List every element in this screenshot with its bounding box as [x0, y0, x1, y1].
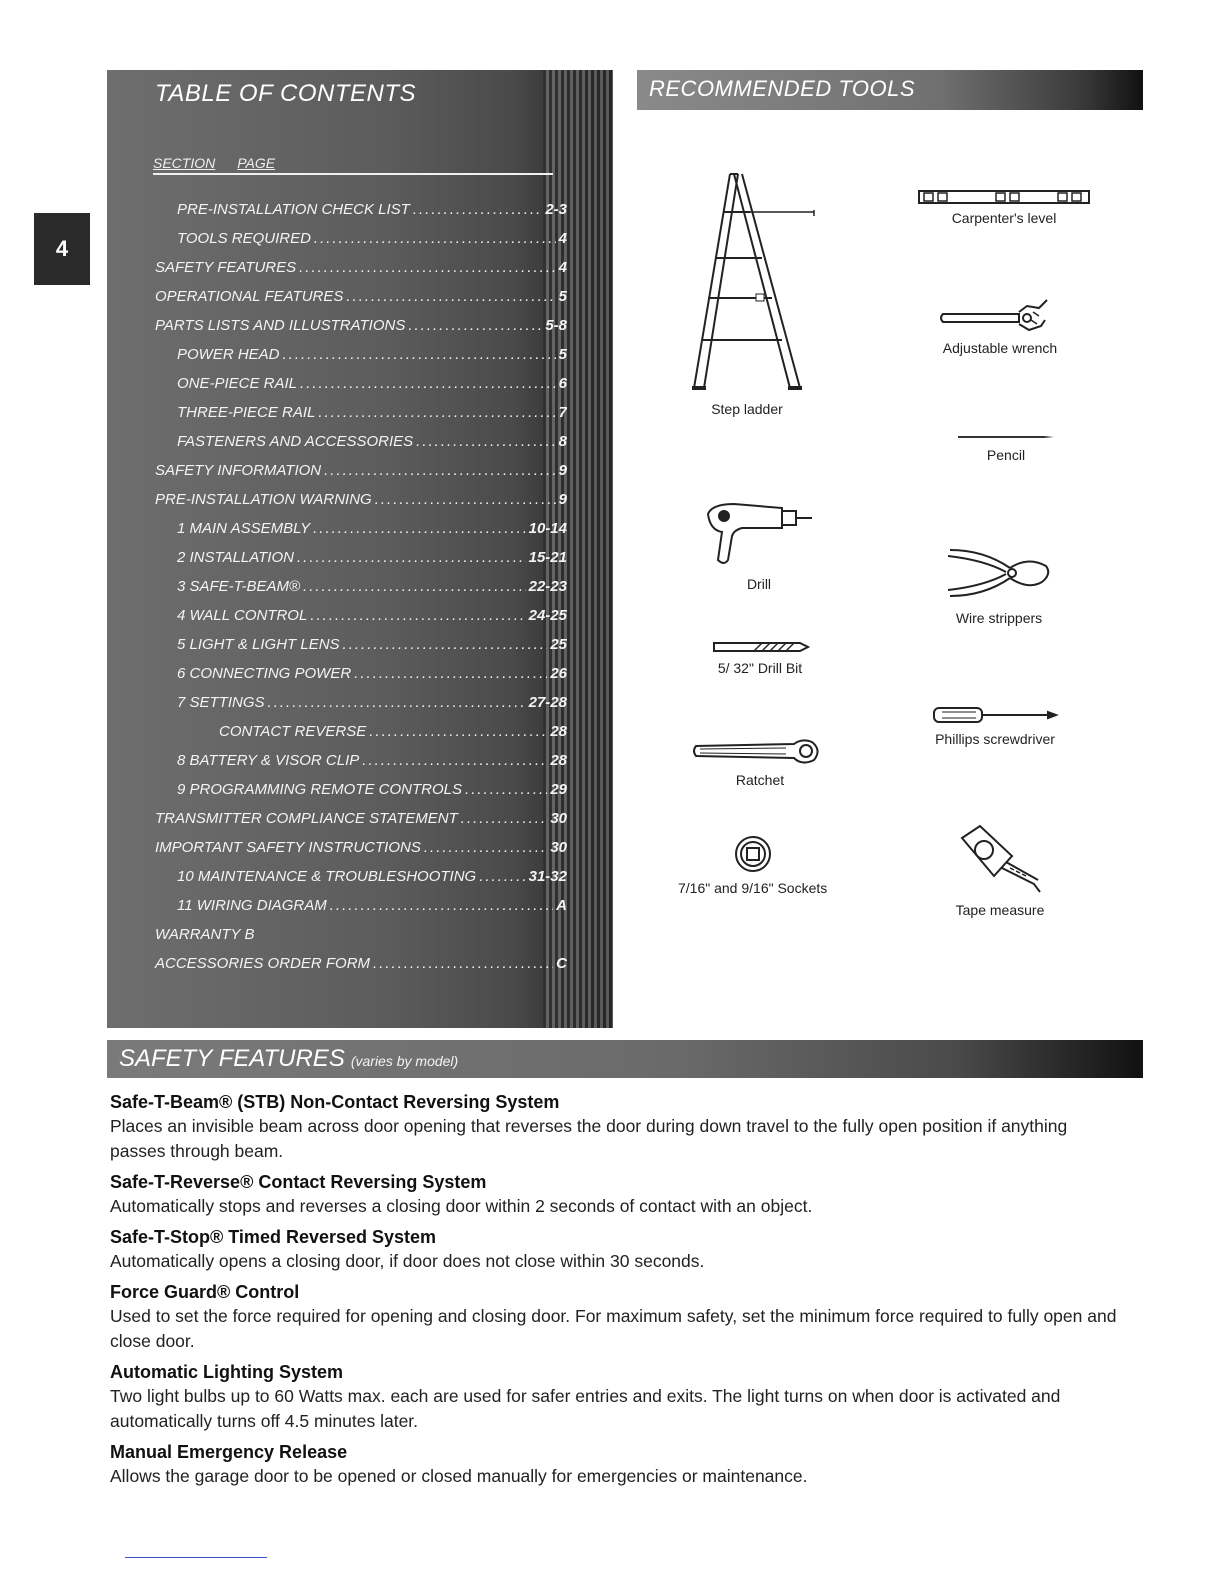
toc-page-header: PAGE — [237, 155, 276, 171]
toc-column-header — [153, 155, 553, 175]
safety-features-list — [110, 1090, 1120, 1495]
feature-item — [110, 1170, 1120, 1219]
toc-entry: FASTENERS AND ACCESSORIES ..... 8 — [107, 427, 567, 456]
pencil-icon — [956, 433, 1056, 441]
toc-list — [107, 195, 567, 978]
toc-entry: 5 LIGHT & LIGHT LENS ..... 25 — [107, 630, 567, 659]
toc-entry: 10 MAINTENANCE & TROUBLESHOOTING ..... 31-32 — [107, 862, 567, 891]
carpenters-level-tool — [918, 190, 1090, 226]
pencil-tool — [956, 433, 1056, 463]
carpenters-level-label: Carpenter's level — [951, 210, 1057, 226]
toc-entry: OPERATIONAL FEATURES ..... 5 — [107, 282, 567, 311]
toc-entry: IMPORTANT SAFETY INSTRUCTIONS ..... 30 — [107, 833, 567, 862]
feature-item — [110, 1360, 1120, 1434]
toc-entry: 8 BATTERY & VISOR CLIP ..... 28 — [107, 746, 567, 775]
toc-entry: PARTS LISTS AND ILLUSTRATIONS ..... 5-8 — [107, 311, 567, 340]
pencil-label: Pencil — [986, 447, 1026, 463]
drill-tool — [704, 502, 814, 592]
drill-bit-tool — [710, 640, 810, 676]
feature-text: Used to set the force required for opening and closing door. For maximum safety, set the minimum force required to fully open and close door. — [110, 1306, 1117, 1351]
phillips-screwdriver-icon — [930, 705, 1060, 725]
toc-entry: CONTACT REVERSE ..... 28 — [107, 717, 567, 746]
adjustable-wrench-tool — [935, 298, 1065, 356]
safety-title-row — [107, 1040, 1143, 1073]
feature-item — [110, 1090, 1120, 1164]
toc-entry: PRE-INSTALLATION CHECK LIST ..... 2-3 — [107, 195, 567, 224]
wire-strippers-tool — [944, 542, 1054, 626]
toc-entry: PRE-INSTALLATION WARNING ..... 9 — [107, 485, 567, 514]
feature-text: Places an invisible beam across door opening that reverses the door during down travel to the fully open position if anything passes through beam. — [110, 1116, 1068, 1161]
feature-text: Automatically opens a closing door, if door does not close within 30 seconds. — [110, 1251, 705, 1271]
drill-label: Drill — [746, 576, 772, 592]
feature-text: Two light bulbs up to 60 Watts max. each are used for safer entries and exits. The light turns on when door is activated and automatically turns off 4.5 minutes later. — [110, 1386, 1061, 1431]
recommended-tools-banner — [637, 70, 1143, 110]
ratchet-icon — [690, 736, 830, 766]
toc-entry: 4 WALL CONTROL ..... 24-25 — [107, 601, 567, 630]
feature-heading: Safe-T-Beam® (STB) Non-Contact Reversing System — [110, 1092, 560, 1112]
safety-subtitle: (varies by model) — [350, 1053, 459, 1069]
safety-features-banner — [107, 1040, 1143, 1078]
toc-entry: 1 MAIN ASSEMBLY ..... 10-14 — [107, 514, 567, 543]
toc-entry: 3 SAFE-T-BEAM® ..... 22-23 — [107, 572, 567, 601]
feature-heading: Safe-T-Reverse® Contact Reversing System — [110, 1172, 487, 1192]
phillips-screwdriver-tool — [930, 705, 1060, 747]
sockets-label: 7/16" and 9/16" Sockets — [678, 880, 828, 896]
toc-title: TABLE OF CONTENTS — [155, 80, 416, 107]
feature-item — [110, 1225, 1120, 1274]
toc-entry: 7 SETTINGS ..... 27-28 — [107, 688, 567, 717]
toc-entry: 11 WIRING DIAGRAM ..... A — [107, 891, 567, 920]
drill-icon — [704, 502, 814, 570]
table-of-contents — [107, 70, 613, 1028]
toc-entry: 2 INSTALLATION ..... 15-21 — [107, 543, 567, 572]
tape-measure-tool — [950, 822, 1050, 918]
tape-measure-label: Tape measure — [955, 902, 1045, 918]
feature-heading: Force Guard® Control — [110, 1282, 300, 1302]
sockets-tool — [678, 834, 827, 896]
step-ladder-label: Step ladder — [711, 401, 783, 417]
toc-entry: 9 PROGRAMMING REMOTE CONTROLS ..... 29 — [107, 775, 567, 804]
feature-item — [110, 1440, 1120, 1489]
wire-strippers-label: Wire strippers — [955, 610, 1043, 626]
adjustable-wrench-icon — [935, 298, 1065, 334]
adjustable-wrench-label: Adjustable wrench — [942, 340, 1058, 356]
drill-bit-icon — [710, 640, 810, 654]
step-ladder-tool — [672, 170, 822, 417]
ratchet-label: Ratchet — [735, 772, 785, 788]
step-ladder-icon — [672, 170, 822, 395]
toc-entry: 6 CONNECTING POWER ..... 26 — [107, 659, 567, 688]
feature-heading: Automatic Lighting System — [110, 1362, 344, 1382]
tools-title: RECOMMENDED TOOLS — [649, 76, 916, 101]
feature-item — [110, 1280, 1120, 1354]
toc-entry: TOOLS REQUIRED ..... 4 — [107, 224, 567, 253]
drill-bit-label: 5/ 32" Drill Bit — [717, 660, 803, 676]
toc-entry: POWER HEAD ..... 5 — [107, 340, 567, 369]
feature-text: Automatically stops and reverses a closing door within 2 seconds of contact with an object. — [110, 1196, 813, 1216]
toc-entry: WARRANTY B — [155, 926, 255, 943]
toc-entry: TRANSMITTER COMPLIANCE STATEMENT ..... 30 — [107, 804, 567, 833]
footer-rule — [125, 1557, 267, 1558]
toc-entry: SAFETY FEATURES ..... 4 — [107, 253, 567, 282]
phillips-screwdriver-label: Phillips screwdriver — [935, 731, 1055, 747]
toc-section-header: SECTION — [153, 155, 216, 171]
toc-entry: SAFETY INFORMATION ..... 9 — [107, 456, 567, 485]
page-number-tab: 4 — [34, 213, 90, 285]
toc-entry: ACCESSORIES ORDER FORM ..... C — [107, 949, 567, 978]
ratchet-tool — [690, 736, 830, 788]
feature-heading: Safe-T-Stop® Timed Reversed System — [110, 1227, 437, 1247]
carpenters-level-icon — [918, 190, 1090, 204]
toc-entry: THREE-PIECE RAIL ..... 7 — [107, 398, 567, 427]
feature-heading: Manual Emergency Release — [110, 1442, 348, 1462]
feature-text: Allows the garage door to be opened or closed manually for emergencies or maintenance. — [110, 1466, 808, 1486]
tape-measure-icon — [950, 822, 1050, 896]
safety-title: SAFETY FEATURES — [119, 1045, 345, 1072]
toc-entry: ONE-PIECE RAIL ..... 6 — [107, 369, 567, 398]
wire-strippers-icon — [944, 542, 1054, 604]
socket-icon — [733, 834, 773, 874]
